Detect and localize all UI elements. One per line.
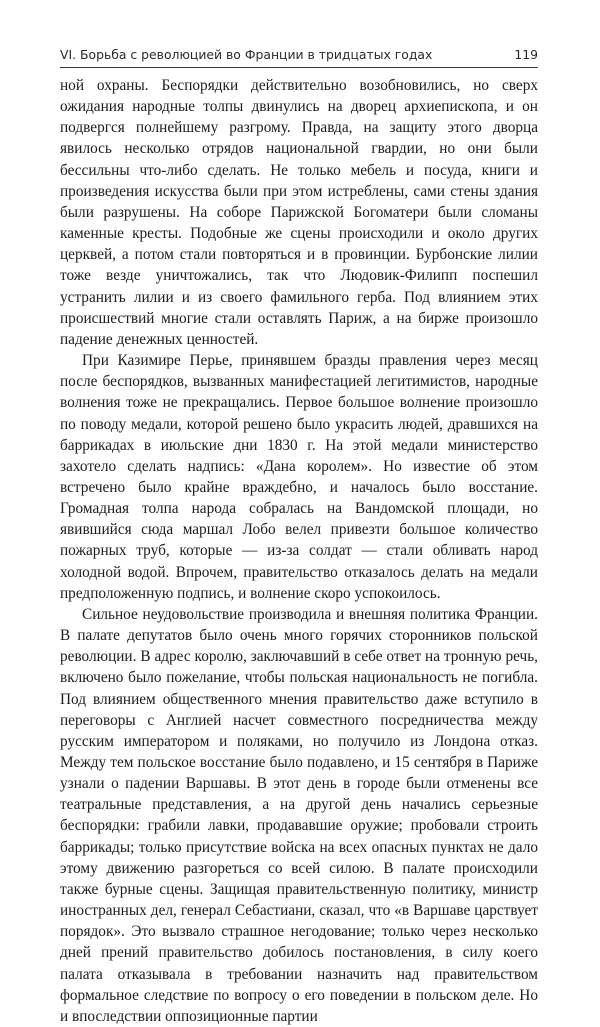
page-number: 119 <box>514 47 538 62</box>
paragraph-continued: ной охраны. Беспорядки действительно возобновились, но сверх ожидания народные толпы двинулись на дворец архиепископа, и он подвергся полнейшему разгрому. Правда, на защиту этого дворца явилось несколько отрядов национальной гвардии, но они были бессильны что-либо сделать. Не только мебель и посуда, книги и произведения искусства были при этом истреблены, сами стены здания были разрушены. На соборе Парижской Богоматери были сломаны каменные кресты. Подобные же сцены происходили и около других церквей, а потом стали повторяться и в провинции. Бурбонские лилии тоже везде уничтожались, так что Людовик-Филипп поспешил устранить лилии и из своего фамильного герба. Под влиянием этих происшествий многие стали оставлять Париж, а на бирже произошло падение денежных ценностей. <box>60 77 538 348</box>
running-head <box>60 47 538 68</box>
chapter-title: VI. Борьба с революцией во Франции в тридцатых годах <box>60 47 433 62</box>
body-text <box>60 75 538 1027</box>
paragraph-perier: При Казимире Перье, принявшем бразды правления через месяц после беспорядков, вызванных манифестацией легитимистов, народные волнения тоже не прекращались. Первое большое волнение произошло по поводу медали, которой решено было украсить людей, дравшихся на баррикадах в июльские дни 1830 г. На этой медали министерство захотело сделать надпись: «Дана королем». Но известие об этом встречено было крайне враждебно, и началось было восстание. Громадная толпа народа собралась на Вандомской площади, но явившийся сюда маршал Лобо велел привезти большое количество пожарных труб, которые — из-за солдат — стали обливать народ холодной водой. Впрочем, правительство отказалось делать на медали предположенную подпись, и волнение скоро успокоилось. <box>60 352 538 602</box>
paragraph-foreign-policy: Сильное неудовольствие производила и внешняя политика Франции. В палате депутатов было очень много горячих сторонников польской революции. В адрес королю, заключавший в себе ответ на тронную речь, включено было пожелание, чтобы польская национальность не погибла. Под влиянием общественного мнения правительство даже вступило в переговоры с Англией насчет совместного посредничества между русским императором и поляками, но получило из Лондона отказ. Между тем польское восстание было подавлено, и 15 сентября в Париже узнали о падении Варшавы. В этот день в городе были отменены все театральные представления, а на другой день начались серьезные беспорядки: грабили лавки, продававшие оружие; пробовали строить баррикады; только присутствие войска на всех опасных пунктах не дало этому движению разгореться со всей силою. В палате происходили также бурные сцены. Защищая правительственную политику, министр иностранных дел, генерал Себастиани, сказал, что «в Варшаве царствует порядок». Это вызвало страшное негодование; только через несколько дней прений правительство добилось постановления, в силу коего палата отказывала в требовании назначить над правительством формальное следствие по вопросу о его поведении в польском деле. Но и впоследствии оппозиционные партии <box>60 605 538 1025</box>
